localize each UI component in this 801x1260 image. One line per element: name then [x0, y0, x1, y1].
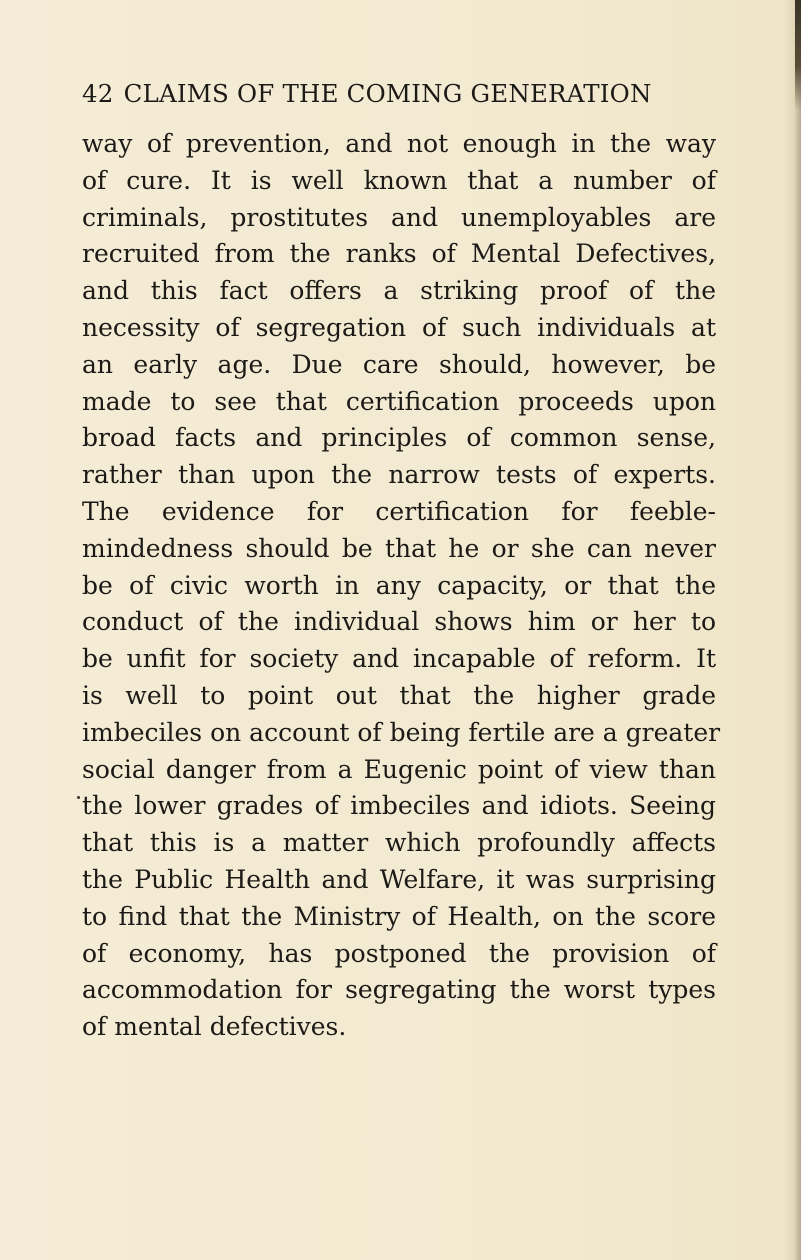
- text-line: The evidence for certification for feeble-: [82, 496, 716, 526]
- text-line: an early age. Due care should, however, be: [82, 349, 716, 379]
- text-line: the Public Health and Welfare, it was surprising: [82, 864, 716, 894]
- text-line: be of civic worth in any capacity, or that the: [82, 570, 716, 600]
- text-line-last: of mental defectives.: [82, 1012, 347, 1042]
- text-line: imbeciles on account of being fertile are a greater: [82, 717, 721, 747]
- text-line: to find that the Ministry of Health, on the score: [82, 901, 716, 931]
- text-line: made to see that certification proceeds upon: [82, 386, 716, 416]
- text-line: is well to point out that the higher grade: [82, 680, 716, 710]
- text-line: conduct of the individual shows him or her to: [82, 607, 716, 637]
- text-line: recruited from the ranks of Mental Defectives,: [82, 239, 716, 269]
- ink-speck: [77, 796, 80, 799]
- text-line: way of prevention, and not enough in the way: [82, 129, 716, 158]
- running-head: [82, 79, 722, 108]
- body-text: [82, 126, 721, 1046]
- text-line: criminals, prostitutes and unemployables are: [82, 202, 716, 232]
- text-line: of economy, has postponed the provision of: [82, 938, 716, 968]
- text-line: social danger from a Eugenic point of view than: [82, 754, 716, 784]
- running-head-title: CLAIMS OF THE COMING GENERATION: [123, 79, 652, 108]
- text-line: necessity of segregation of such individuals at: [82, 312, 716, 342]
- text-line: be unfit for society and incapable of reform. It: [82, 644, 716, 674]
- text-line: that this is a matter which profoundly affects: [82, 828, 716, 858]
- text-line: accommodation for segregating the worst types: [82, 975, 716, 1005]
- page-number: 42: [82, 79, 114, 108]
- text-line: mindedness should be that he or she can never: [82, 533, 716, 563]
- text-line: of cure. It is well known that a number of: [82, 165, 716, 195]
- text-line: rather than upon the narrow tests of experts.: [82, 460, 716, 490]
- text-line: the lower grades of imbeciles and idiots. Seeing: [82, 791, 716, 821]
- page-edge-shadow: [783, 0, 801, 1260]
- page-edge-binding: [795, 0, 801, 110]
- text-line: broad facts and principles of common sense,: [82, 423, 716, 453]
- text-line: and this fact offers a striking proof of the: [82, 276, 716, 306]
